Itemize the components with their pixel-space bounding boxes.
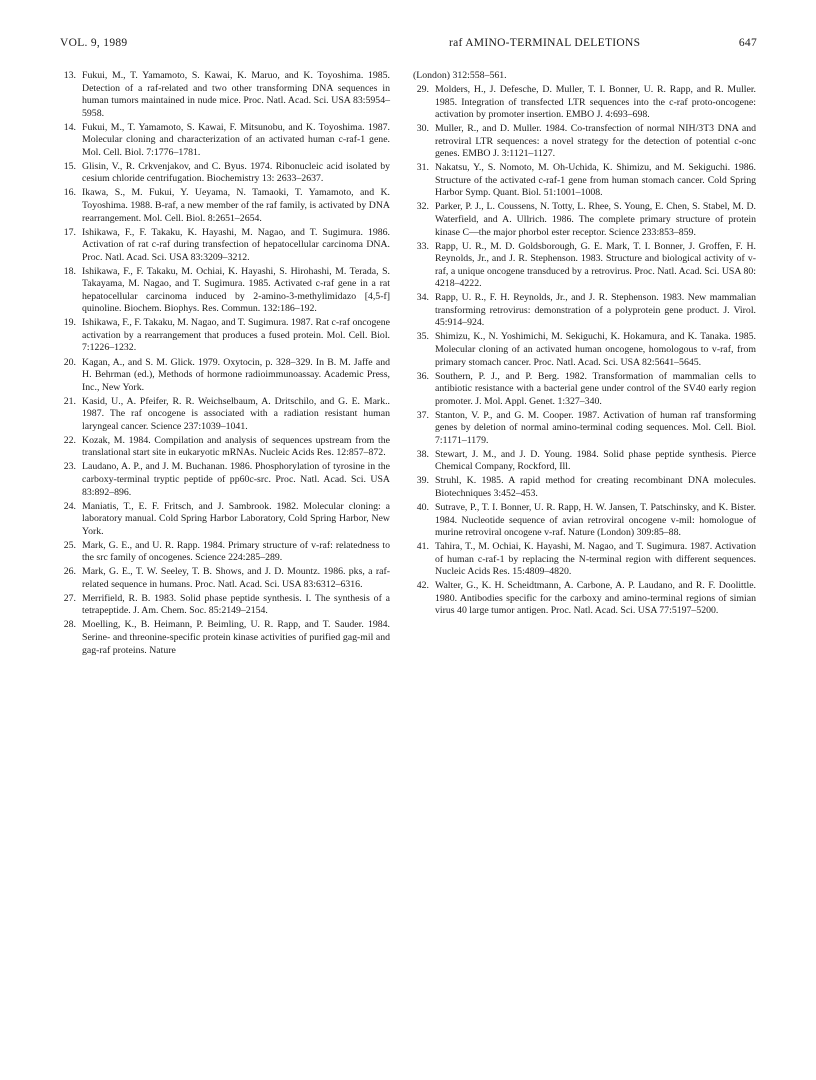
reference-item [60,227,390,265]
reference-number: 14. [63,121,76,133]
reference-text: Struhl, K. 1985. A rapid method for creating recombinant DNA molecules. Biotechniques 3:452–453. [435,475,756,499]
reference-text: Walter, G., K. H. Scheidtmann, A. Carbone, A. P. Laudano, and R. F. Doolittle. 1980. Antibodies specific for the carboxy and amino-terminal regions of simian virus 40 large tumor antigen. Proc. Natl. Acad. Sci. USA 77:5197–5200. [435,580,756,617]
reference-number: 28. [63,619,76,631]
reference-item [413,410,756,448]
reference-text: Moelling, K., B. Heimann, P. Beimling, U. R. Rapp, and T. Sauder. 1984. Serine- and threonine-specific protein kinase activities of purified gag-mil and gag-raf proteins. Nature [82,619,390,656]
reference-number: 19. [63,317,76,329]
reference-item [60,593,390,618]
reference-text: Ikawa, S., M. Fukui, Y. Ueyama, N. Tamaoki, T. Yamamoto, and K. Toyoshima. 1988. B-raf, a new member of the raf family, is activated by DNA rearrangement. Mol. Cell. Biol. 8:2651–2654. [82,187,390,224]
references-right-column [413,70,756,619]
reference-number: 34. [416,292,429,304]
reference-item [60,461,390,499]
reference-text: Fukui, M., T. Yamamoto, S. Kawai, K. Maruo, and K. Toyoshima. 1985. Detection of a raf-related and two other transforming DNA sequences in human tumors maintained in nude mice. Proc. Natl. Acad. Sci. USA 83:5954–5958. [82,70,390,119]
reference-item [413,331,756,369]
reference-number: 20. [63,356,76,368]
reference-item [60,396,390,434]
reference-item [60,317,390,355]
reference-text: Shimizu, K., N. Yoshimichi, M. Sekiguchi, K. Hokamura, and K. Tanaka. 1985. Molecular cloning of an activated human oncogene, homologous to v-raf, from primary stomach cancer. Proc. Natl. Acad. Sci. USA 82:5641–5645. [435,331,756,368]
page-header [60,37,757,57]
reference-number: 18. [63,265,76,277]
reference-item [60,566,390,591]
reference-text: Kagan, A., and S. M. Glick. 1979. Oxytocin, p. 328–329. In B. M. Jaffe and H. Behrman (ed.), Methods of hormone radioimmunoassay. Academic Press, Inc., New York. [82,356,390,393]
reference-number: 17. [63,226,76,238]
reference-item [413,123,756,161]
reference-text: Muller, R., and D. Muller. 1984. Co-transfection of normal NIH/3T3 DNA and retroviral LTR sequences: a novel strategy for the detection of potential c-onc genes. EMBO J. 3:1121–1127. [435,123,756,160]
reference-text: Stanton, V. P., and G. M. Cooper. 1987. Activation of human raf transforming genes by deletion of normal amino-terminal coding sequences. Mol. Cell. Biol. 7:1171–1179. [435,409,756,446]
reference-text: Rapp, U. R., F. H. Reynolds, Jr., and J. R. Stephenson. 1983. New mammalian transforming retrovirus: demonstration of a polyprotein gene product. J. Virol. 45:914–924. [435,292,756,329]
reference-number: 13. [63,70,76,81]
reference-number: 30. [416,123,429,135]
reference-text: Southern, P. J., and P. Berg. 1982. Transformation of mammalian cells to antibiotic resistance with a bacterial gene under control of the SV40 early region promoter. J. Mol. Appl. Genet. 1:327–340. [435,370,756,407]
reference-item [60,161,390,186]
reference-number: 24. [63,500,76,512]
reference-number: 39. [416,475,429,487]
reference-number: 35. [416,331,429,343]
reference-item [60,70,390,120]
reference-item [413,84,756,122]
reference-item [60,357,390,395]
reference-number: 40. [416,502,429,514]
reference-item [413,371,756,409]
reference-text: Merrifield, R. B. 1983. Solid phase peptide synthesis. I. The synthesis of a tetrapeptide. J. Am. Chem. Soc. 85:2149–2154. [82,592,390,617]
reference-number: 21. [63,395,76,407]
reference-item [60,501,390,539]
reference-number: 25. [63,539,76,551]
reference-item [413,449,756,474]
reference-text: Maniatis, T., E. F. Fritsch, and J. Sambrook. 1982. Molecular cloning: a laboratory manual. Cold Spring Harbor Laboratory, Cold Spring Harbor, New York. [82,500,390,537]
reference-item [413,162,756,200]
reference-text: Parker, P. J., L. Coussens, N. Totty, L. Rhee, S. Young, E. Chen, S. Stabel, M. D. Waterfield, and A. Ullrich. 1986. The complete primary structure of protein kinase C—the major phorbol ester receptor. Science 233:853–859. [435,201,756,238]
reference-text: Mark, G. E., T. W. Seeley, T. B. Shows, and J. D. Mountz. 1986. pks, a raf-related sequence in humans. Proc. Natl. Acad. Sci. USA 83:6312–6316. [82,566,390,590]
reference-item [60,122,390,160]
reference-number: 31. [416,162,429,174]
reference-number: 32. [416,201,429,213]
reference-item [60,187,390,225]
reference-text: Ishikawa, F., F. Takaku, K. Hayashi, M. Nagao, and T. Sugimura. 1986. Activation of rat c-raf during transfection of hepatocellular carcinoma DNA. Proc. Natl. Acad. Sci. USA 83:3209–3212. [82,226,390,263]
reference-text: Kozak, M. 1984. Compilation and analysis of sequences upstream from the translational start site in eukaryotic mRNAs. Nucleic Acids Res. 12:857–872. [82,434,390,459]
reference-item [413,475,756,500]
reference-text: Mark, G. E., and U. R. Rapp. 1984. Primary structure of v-raf: relatedness to the src family of oncogenes. Science 224:285–289. [82,539,390,564]
reference-item [60,619,390,657]
page-number: 647 [738,37,757,49]
reference-text: Tahira, T., M. Ochiai, K. Hayashi, M. Nagao, and T. Sugimura. 1987. Activation of human c-raf-1 by replacing the N-terminal region with different sequences. Nucleic Acids Res. 15:4809–4820. [435,541,756,578]
reference-number: 33. [416,240,429,252]
reference-text: Glisin, V., R. Crkvenjakov, and C. Byus. 1974. Ribonucleic acid isolated by cesium chloride centrifugation. Biochemistry 13: 2633–2637. [82,160,390,185]
reference-item [413,541,756,579]
reference-item [60,435,390,460]
reference-item [60,266,390,316]
reference-number: 23. [63,461,76,473]
reference-number: 26. [63,566,76,578]
reference-text: Kasid, U., A. Pfeifer, R. R. Weichselbaum, A. Dritschilo, and G. E. Mark.. 1987. The raf oncogene is associated with a radiation resistant human laryngeal cancer. Science 237:1039–1041. [82,395,390,432]
running-title: raf AMINO-TERMINAL DELETIONS [449,37,641,49]
reference-number: 27. [63,592,76,604]
reference-text: Ishikawa, F., F. Takaku, M. Nagao, and T. Sugimura. 1987. Rat c-raf oncogene activation by a rearrangement that produces a fused protein. Mol. Cell. Biol. 7:1226–1232. [82,317,390,354]
reference-item [413,241,756,291]
reference-item [413,201,756,239]
reference-number: 38. [416,448,429,460]
reference-text: Nakatsu, Y., S. Nomoto, M. Oh-Uchida, K. Shimizu, and M. Sekiguchi. 1986. Structure of the activated c-raf-1 gene from human stomach cancer. Cold Spring Harbor Symp. Quant. Biol. 51:1001–1008. [435,162,756,199]
reference-text: Laudano, A. P., and J. M. Buchanan. 1986. Phosphorylation of tyrosine in the carboxy-terminal tryptic peptide of pp60c-src. Proc. Natl. Acad. Sci. USA 83:892–896. [82,461,390,498]
reference-continuation: (London) 312:558–561. [413,70,507,81]
reference-text: Rapp, U. R., M. D. Goldsborough, G. E. Mark, T. I. Bonner, J. Groffen, F. H. Reynolds, Jr., and J. R. Stephenson. 1983. Structure and biological activity of v-raf, a unique oncogene transduced by a retrovirus. Proc. Natl. Acad. Sci. USA 80: 4218–4222. [435,240,756,290]
reference-number: 15. [63,160,76,172]
reference-text: Fukui, M., T. Yamamoto, S. Kawai, F. Mitsunobu, and K. Toyoshima. 1987. Molecular cloning and characterization of an activated human c-raf-1 gene. Mol. Cell. Biol. 7:1776–1781. [82,121,390,158]
reference-number: 37. [416,409,429,421]
journal-volume: VOL. 9, 1989 [60,37,128,49]
reference-number: 16. [63,187,76,199]
reference-item [413,292,756,330]
reference-number: 42. [416,580,429,592]
reference-text: Molders, H., J. Defesche, D. Muller, T. I. Bonner, U. R. Rapp, and R. Muller. 1985. Integration of transfected LTR sequences into the c-raf proto-oncogene: activation by promoter insertion. EMBO J. 4:693–698. [435,84,756,121]
reference-number: 36. [416,370,429,382]
reference-number: 41. [416,541,429,553]
reference-text: Ishikawa, F., F. Takaku, M. Ochiai, K. Hayashi, S. Hirohashi, M. Terada, S. Takayama, M. Nagao, and T. Sugimura. 1985. Activated c-raf gene in a rat hepatocellular carcinoma induced by 2-amino-3-methylimidazo [4,5-f] quinoline. Biochem. Biophys. Res. Commun. 132:186–192. [82,265,390,315]
reference-item [60,540,390,565]
reference-text: Sutrave, P., T. I. Bonner, U. R. Rapp, H. W. Jansen, T. Patschinsky, and K. Bister. 1984. Nucleotide sequence of avian retroviral oncogene v-mil: homologue of murine retroviral oncogene v-raf. Nature (London) 309:85–88. [435,502,756,539]
reference-item [413,580,756,618]
references-left-column [60,70,390,659]
reference-number: 29. [416,84,429,96]
reference-item [413,502,756,540]
reference-number: 22. [63,434,76,446]
reference-text: Stewart, J. M., and J. D. Young. 1984. Solid phase peptide synthesis. Pierce Chemical Company, Rockford, Ill. [435,448,756,473]
